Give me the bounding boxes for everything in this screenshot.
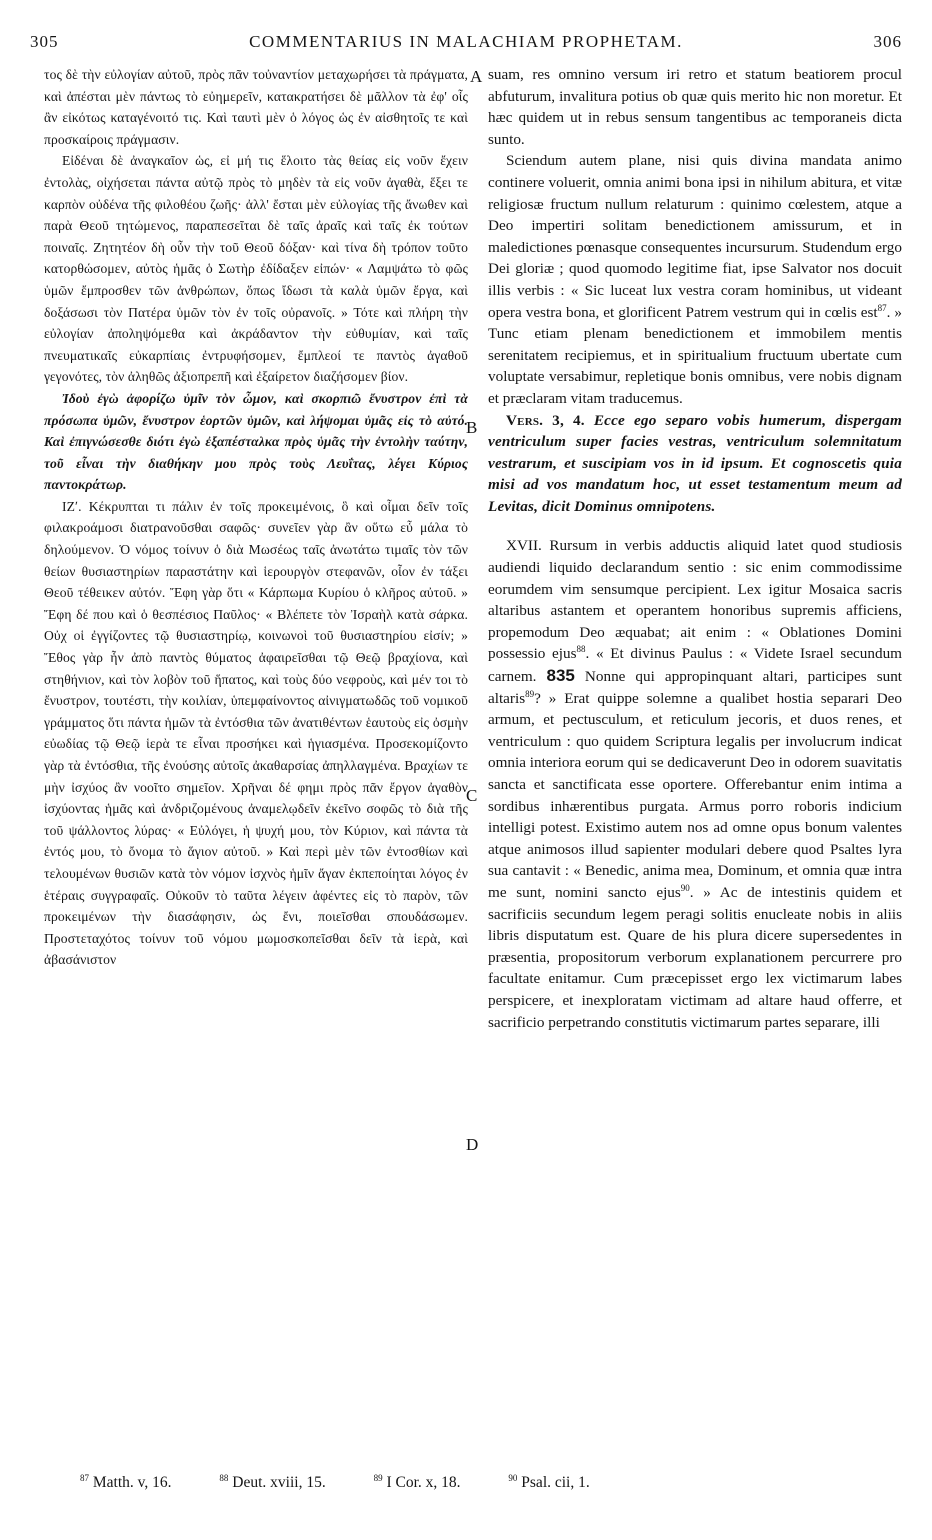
footnote-reference: Deut. xviii, 15. — [232, 1474, 326, 1491]
margin-letter-c: C — [466, 786, 478, 805]
latin-paragraph-3-text-c: Nonne qui appropinquant altari, participes sunt altaris — [488, 668, 903, 707]
greek-column — [44, 64, 468, 971]
greek-verse: Ἰδοὺ ἐγὼ ἀφορίζω ὑμῖν τὸν ὦμον, καὶ σκορπιῶ ἔνυστρον ἐπὶ τὰ πρόσωπα ὑμῶν, ἔνυστρον ἑορτῶν ὑμῶν, καὶ λήψομαι ὑμᾶς εἰς τὸ αὐτό. Καὶ ἐπιγνώσεσθε διότι ἐγὼ ἐξαπέσταλκα πρὸς ὑμᾶς τὴν ἐντολὴν ταύτην, τοῦ εἶναι τὴν διαθήκην μου πρὸς τοὺς Λευΐτας, λέγει Κύριος παντοκράτωρ. — [44, 390, 468, 493]
footnote-ref-87: 87 — [877, 302, 887, 313]
footnote-88 — [219, 1474, 347, 1491]
page-number-left: 305 — [30, 32, 59, 51]
margin-letter-a: A — [470, 67, 483, 86]
latin-paragraph-1: suam, res omnino versum iri retro et statum beatiorem procul abfuturum, invaliturа potius ob quæ quis merito hic non moretur. Et hæc quidem ut in rebus sensum tangentibus ac temporaneis dicta sunto. — [488, 66, 902, 148]
latin-verse — [488, 410, 902, 518]
latin-paragraph-3-text-b: . « Et divinus Paulus : « Videte Israel secundum carnem. — [488, 645, 902, 686]
footnote-ref-88: 88 — [576, 644, 586, 655]
greek-paragraph-1: τος δὲ τὴν εὐλογίαν αὐτοῦ, πρὸς πᾶν τοὐναντίον μεταχωρήσει τὰ πράγματα, καὶ ἀπέσται μὲν πάντως τὸ εὐημερεῖν, κατακρατήσει δὲ μᾶλλον τὰ ἐφ' οἷς ἂν εἰκότως καταγένοιτό τις. Καὶ ταυτὶ μὲν ὁ λόγος ὡς ἐν αἰσθητοῖς τε καὶ προσκαίροις πράγμασιν. — [44, 67, 468, 147]
latin-paragraph-3-text-a: XVII. Rursum in verbis adductis aliquid latet quod studiosis audiendi liquido declarandum sentio : sic enim commodissime eorumdem vim sensumque percipient. Lex igitur Mosaica sacris altaribus astantem et operantem honoribus supremis afficiens, propemodum Deo æquabat; ait enim : « Oblationes Domini possessio ejus — [488, 537, 902, 663]
greek-paragraph-2: Εἰδέναι δὲ ἀναγκαῖον ὡς, εἰ μή τις ἕλοιτο τὰς θείας εἰς νοῦν ἔχειν ἐντολὰς, οἰχήσεται πάντα αὐτῷ πρὸς τὸ μηδὲν τὰ εἰς νοῦν ἀγαθὰ, ἕξει τε καρπὸν οὐδένα τῆς φιλοθέου ζωῆς· ἀλλ' ἔσται μὲν εὐλογίας τῆς ἄνωθεν καὶ παρὰ Θεοῦ τητώμενος, παραπεσεῖται δὲ ταῖς ἀραῖς καὶ ταῖς ἐκ τούτων ποιναῖς. Ζητητέον δὴ οὖν τὴν τοῦ Θεοῦ δόξαν· καὶ τίνα δὴ τρόπον τοῦτο κατορθώσομεν, αὐτὸς ἡμᾶς ὁ Σωτὴρ ἐδίδαξεν εἰπών· « Λαμψάτω τὸ φῶς ὑμῶν ἔμπροσθεν τῶν ἀνθρώπων, ὅπως ἴδωσι τὰ καλὰ ὑμῶν ἔργα, καὶ δοξάσωσι τὸν Πατέρα ὑμῶν τὸν ἐν τοῖς οὐρανοῖς. » Τότε καὶ πλήρη τὴν εὐλογίαν ἀποληψόμεθα καὶ ἀκράδαντον τὴν εὐθυμίαν, καὶ ταῖς πνευματικαῖς εὐκαρπίαις ἐντρυφήσομεν, ἔμπλεοί τε παντὸς ἀγαθοῦ γεγονότες, τὸν ἀληθῶς ἀξιοπρεπῆ καὶ ἐξαίρετον διαζήσομεν βίον. — [44, 153, 468, 385]
footnote-number: 90 — [508, 1473, 518, 1483]
latin-paragraph-3 — [488, 535, 902, 1033]
footnote-number: 89 — [373, 1473, 383, 1483]
footnote-reference: Matth. v, 16. — [92, 1474, 172, 1491]
footnote-reference: Psal. cii, 1. — [521, 1474, 590, 1491]
footnote-reference: I Cor. x, 18. — [386, 1474, 461, 1491]
latin-paragraph-2-text-b: . » Tunc etiam plenam benedictionem et immobilem mentis serenitatem recipiemus, et in spiritualium fructuum ubertate cum voluptate versabimur, repletique bonis omnibus, vere nobis dignam et præclaram vitam traducemus. — [488, 303, 903, 407]
greek-paragraph-3: ΙΖʹ. Κέκρυπται τι πάλιν ἐν τοῖς προκειμένοις, ὃ καὶ οἶμαι δεῖν τοῖς φιλακροάμοσι διατρανοῦσθαι σαφῶς· συνεῖεν γὰρ ἂν οὕτω εὖ μάλα τὸ δηλούμενον. Ὁ νόμος τοίνυν ὁ διὰ Μωσέως ταῖς ἀνωτάτω τιμαῖς τὸν τῶν θείων θυσιαστηρίων παραστάτην καὶ ἱερουργὸν στεφανῶν, οἷον ἐν τάξει Θεοῦ τέθεικεν αὐτόν. Ἔφη γὰρ ὅτι « Κάρπωμα Κυρίου ὁ κλῆρος αὐτοῦ. » Ἔφη δέ που καὶ ὁ θεσπέσιος Παῦλος· « Βλέπετε τὸν Ἰσραὴλ κατὰ σάρκα. Οὐχ οἱ ἐγγίζοντες τῷ θυσιαστηρίῳ, κοινωνοὶ τοῦ θυσιαστηρίου εἰσίν; » Ἔθος γὰρ ἦν ἀπὸ παντὸς θύματος ἀφαιρεῖσθαι τῷ Θεῷ βραχίονα, καὶ στηθήνιον, καὶ τὸν λοβὸν τοῦ ἥπατος, καὶ τοὺς δύο νεφροὺς, καὶ μέν τοι τὸ ἔνυστρον, τουτέστι, τὴν κοιλίαν, ὑπεμφαίνοντος αἰνιγματωδῶς τοῦ νομικοῦ γράμματος ὅτι πάντα ἡμῶν τὰ ἐντόσθια τῶν ἀνατιθέντων ἑαυτοὺς εἰς ὀσμὴν εὐωδίας τῷ Θεῷ ἱερὰ τε εἶναι προσήκει καὶ ἡγιασμένα. Προσεκομίζοντο γὰρ τὰ ἐντόσθια, τῆς ἐνούσης αὐτοῖς ἀκαθαρσίας ἀπηλλαγμένα. Βραχίων τε μὴν ἰσχύος ἂν νοοῖτο σημεῖον. Χρῆναι δέ φημι πρὸς πᾶν ἔργον ἀγαθὸν ἰσχύοντας ἡμᾶς καὶ ἀνδριζομένους ἀναμελῳδεῖν ἐκεῖνο σοφῶς τὸ διὰ τῆς τοῦ ψάλλοντος λύρας· « Εὐλόγει, ἡ ψυχή μου, τὸν Κύριον, καὶ πάντα τὰ ἐντός μου, τὸ ὄνομα τὸ ἅγιον αὐτοῦ. » Καὶ περὶ μὲν τῶν ἐντοσθίων καὶ τελουμένων θυσιῶν κατὰ τὸν νόμον ἰσχνὸς ἡμῖν ἄγαν ἐκπεποίηται λόγος ἐν ἑτέραις συγγραφαῖς. Οὐκοῦν τὸ ταῦτα λέγειν ἀφέντες εἰς τὸ παρὸν, τῶν προκειμένων τὴν διασάφησιν, ὡς ἔνι, ποιεῖσθαι σπουδάσωμεν. Προστεταχότος τοίνυν τοῦ νόμου μωμοσκοπεῖσθαι δεῖν τὰ ἱερὰ, καὶ ἀβασάνιστον — [44, 498, 468, 968]
margin-letter-d: D — [466, 1135, 479, 1154]
latin-paragraph-2-text-a: Sciendum autem plane, nisi quis divina mandata animo continere voluerit, omnia animi bona ipsi in nihilum abitura, et vitæ religiosæ fructum nullum relaturum : quinimo cœlestem, atque a Deo impertiri solitam benedictionem amissurum, et in maledictiones pœnasque consequentes incursurum. Studendum ergo Dei gloriæ ; quod quomodo legitime fiat, ipse Salvator nos docuit illis verbis : « Sic luceat lux vestra coram hominibus, ut videant opera vestra bona, et glorificent Patrem vestrum qui in cœlis est — [488, 152, 902, 321]
verse-text: Ecce ego separo vobis humerum, dispergam ventriculum super facies vestras, ventriculum solemnitatum vestrarum, et suscipiam vos in id ipsum. Et cognoscetis quia misi ad vos mandatum hoc, ut esset testamentum meum ad Levitas, dicit Dominus omnipotens. — [488, 411, 902, 515]
margin-letter-b: B — [466, 418, 478, 437]
latin-paragraph-3-text-e: . » Ac de intestinis quidem et sacrificiis secundum legem peragi solitis enucleate nobis in aliis libris disputatum est. Quare de his plura dicere supersedentes in præsentia, propositorum verborum explanationem percurrere pro facultate enitamur. Cum præcepisset ergo lex victimarum labes perspicere, et inexploratam victimam ad altare haud offerre, et sacrificio perpetrando constitutis victimarum partes separare, illi — [488, 883, 902, 1031]
footnote-number: 88 — [219, 1473, 229, 1483]
footnotes — [80, 1474, 900, 1492]
latin-column — [488, 64, 902, 1033]
footnote-ref-90: 90 — [680, 882, 690, 893]
running-title: COMMENTARIUS IN MALACHIAM PROPHETAM. — [249, 32, 683, 51]
footnote-ref-89: 89 — [525, 688, 535, 699]
page-number-right: 306 — [873, 32, 902, 51]
page-header — [30, 32, 902, 58]
footnote-number: 87 — [80, 1473, 89, 1483]
footnote-87 — [80, 1474, 194, 1491]
latin-paragraph-3-text-d: ? » Erat quippe solemne a qualibet hostia separari Deo armum, et pectusculum, et reticulum jecoris, et duos renes, et ventriculum : quo quidem Scriptura legalis per involucrum indicat omnia interiora eorum qui se dedicaverunt Deo in odorem suavitatis sancta et sanctificata esse oportere. Offerebantur enim intima a sordibus inhærentibus purgata. Armus porro roboris indicium intelligi potest. Existimo autem nos ad omne opus bonum valentes atque animosos illud sapienter modulari debere quod Psaltes lyra sua cantavit : « Benedic, anima mea, Dominum, et omnia quæ intra me sunt, nomini sancto ejus — [488, 689, 902, 901]
footnote-90 — [508, 1474, 611, 1491]
column-number: 835 — [546, 666, 575, 686]
verse-label: Vers. 3, 4. — [506, 411, 585, 429]
footnote-89 — [374, 1474, 483, 1491]
latin-paragraph-2 — [488, 150, 902, 409]
